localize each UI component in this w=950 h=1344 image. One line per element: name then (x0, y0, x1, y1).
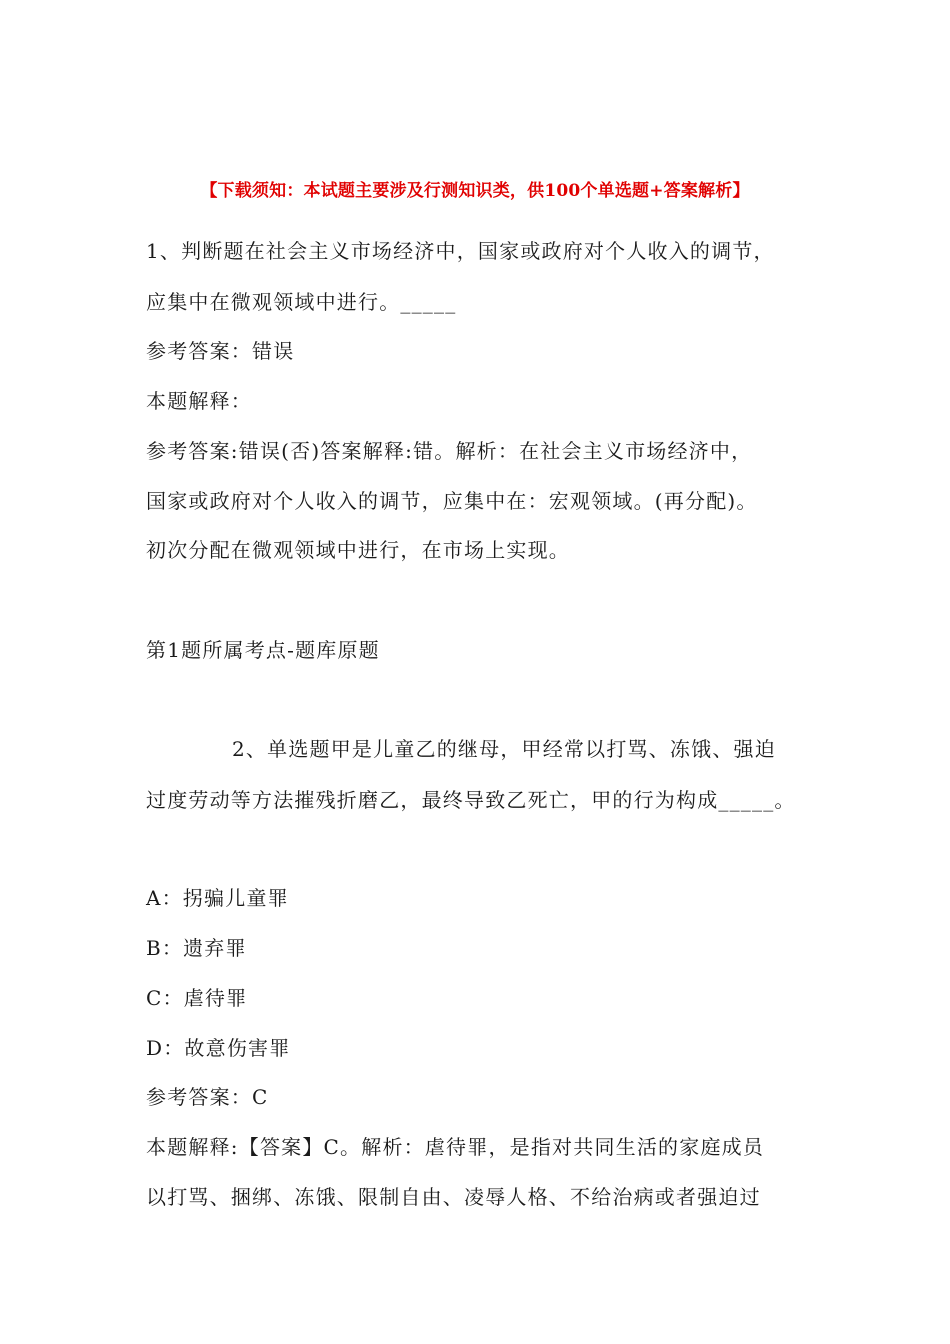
q1-stem-line-1: 1、判断题在社会主义市场经济中，国家或政府对个人收入的调节， (146, 239, 775, 263)
q1-explain-label: 本题解释： (146, 389, 252, 413)
q1-explain-line-1: 参考答案:错误(否)答案解释:错。解析：在社会主义市场经济中， (146, 439, 753, 463)
q2-option-b: B：遗弃罪 (146, 936, 247, 960)
q1-topic: 第1题所属考点-题库原题 (146, 638, 380, 662)
q1-stem-line-2: 应集中在微观领域中进行。_____ (146, 290, 457, 314)
q2-answer: 参考答案：C (146, 1085, 269, 1109)
q1-answer: 参考答案：错误 (146, 339, 295, 363)
q2-stem-line-2: 过度劳动等方法摧残折磨乙，最终导致乙死亡，甲的行为构成_____。 (146, 788, 796, 812)
download-notice: 【下载须知：本试题主要涉及行测知识类，供100个单选题+答案解析】 (200, 181, 750, 201)
q2-explain-line-1: 本题解释:【答案】C。解析：虐待罪，是指对共同生活的家庭成员 (146, 1135, 765, 1159)
q2-option-d: D：故意伤害罪 (146, 1036, 291, 1060)
q1-explain-line-2: 国家或政府对个人收入的调节，应集中在：宏观领域。(再分配)。 (146, 489, 758, 513)
q2-option-a: A：拐骗儿童罪 (146, 886, 289, 910)
q1-explain-line-3: 初次分配在微观领域中进行，在市场上实现。 (146, 538, 570, 562)
q2-stem-line-1: 2、单选题甲是儿童乙的继母，甲经常以打骂、冻饿、强迫 (232, 737, 776, 761)
q2-option-c: C：虐待罪 (146, 986, 248, 1010)
q2-explain-line-2: 以打骂、捆绑、冻饿、限制自由、凌辱人格、不给治病或者强迫过 (146, 1185, 761, 1209)
